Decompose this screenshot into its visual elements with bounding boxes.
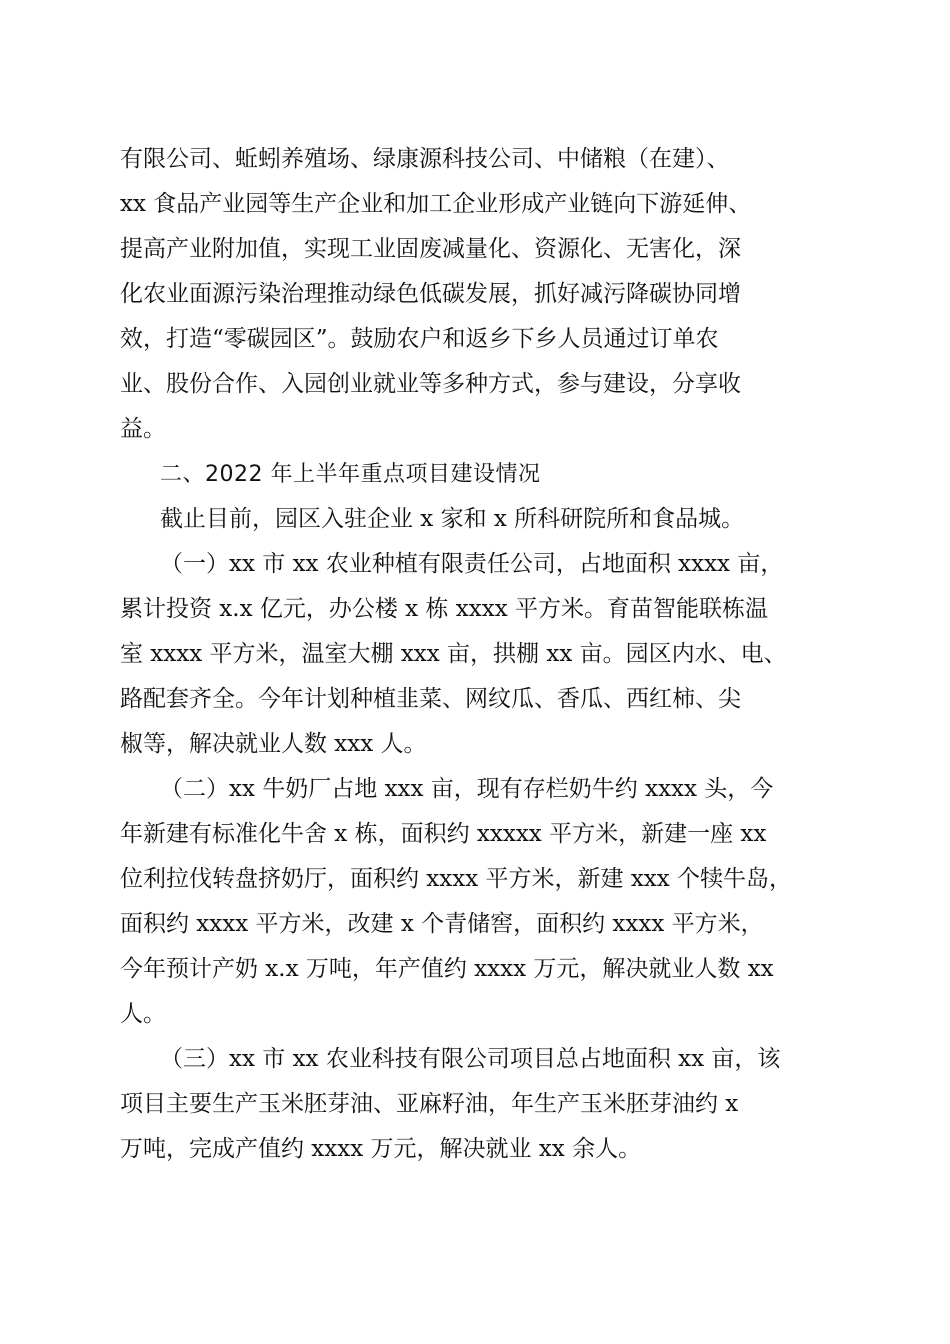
section-heading [120, 452, 832, 497]
text-line: 位利拉伐转盘挤奶厅，面积约 xxxx 平方米，新建 xxx 个犊牛岛， [120, 866, 793, 892]
text-line: 化农业面源污染治理推动绿色低碳发展，抓好减污降碳协同增 [120, 281, 741, 307]
text-line: 提高产业附加值，实现工业固废减量化、资源化、无害化，深 [120, 236, 741, 262]
text-line: 截止目前，园区入驻企业 x 家和 x 所科研院所和食品城。 [160, 506, 745, 532]
text-line: 项目主要生产玉米胚芽油、亚麻籽油，年生产玉米胚芽油约 x [120, 1091, 739, 1117]
text-line: （三）xx 市 xx 农业科技有限公司项目总占地面积 xx 亩，该 [160, 1046, 781, 1072]
document-body [120, 137, 832, 1172]
text-line: 益。 [120, 416, 166, 442]
text-line: 业、股份合作、入园创业就业等多种方式，参与建设，分享收 [120, 371, 741, 397]
text-line: 年新建有标准化牛舍 x 栋，面积约 xxxxx 平方米，新建一座 xx [120, 821, 767, 847]
paragraph-item-one [120, 542, 832, 767]
text-line: （一）xx 市 xx 农业种植有限责任公司，占地面积 xxxx 亩， [160, 551, 784, 577]
text-line: 椒等，解决就业人数 xxx 人。 [120, 731, 427, 757]
text-line: 有限公司、蚯蚓养殖场、绿康源科技公司、中储粮（在建）、 [120, 146, 730, 172]
heading-line: 二、2022 年上半年重点项目建设情况 [160, 462, 541, 487]
text-line: 今年预计产奶 x.x 万吨，年产值约 xxxx 万元，解决就业人数 xx [120, 956, 774, 982]
text-line: （二）xx 牛奶厂占地 xxx 亩，现有存栏奶牛约 xxxx 头，今 [160, 776, 774, 802]
paragraph-summary [120, 497, 832, 542]
paragraph-industry-chain [120, 137, 832, 452]
text-line: 效，打造“零碳园区”。鼓励农户和返乡下乡人员通过订单农 [120, 326, 719, 352]
text-line: 路配套齐全。今年计划种植韭菜、网纹瓜、香瓜、西红柿、尖 [120, 686, 741, 712]
text-line: 万吨，完成产值约 xxxx 万元，解决就业 xx 余人。 [120, 1136, 642, 1162]
text-line: 面积约 xxxx 平方米，改建 x 个青储窖，面积约 xxxx 平方米， [120, 911, 764, 937]
text-line: 室 xxxx 平方米，温室大棚 xxx 亩，拱棚 xx 亩。园区内水、电、 [120, 641, 787, 667]
text-line: 人。 [120, 1001, 166, 1027]
paragraph-item-two [120, 767, 832, 1037]
text-line: xx 食品产业园等生产企业和加工企业形成产业链向下游延伸、 [120, 191, 752, 217]
paragraph-item-three [120, 1037, 832, 1172]
text-line: 累计投资 x.x 亿元，办公楼 x 栋 xxxx 平方米。育苗智能联栋温 [120, 596, 768, 622]
